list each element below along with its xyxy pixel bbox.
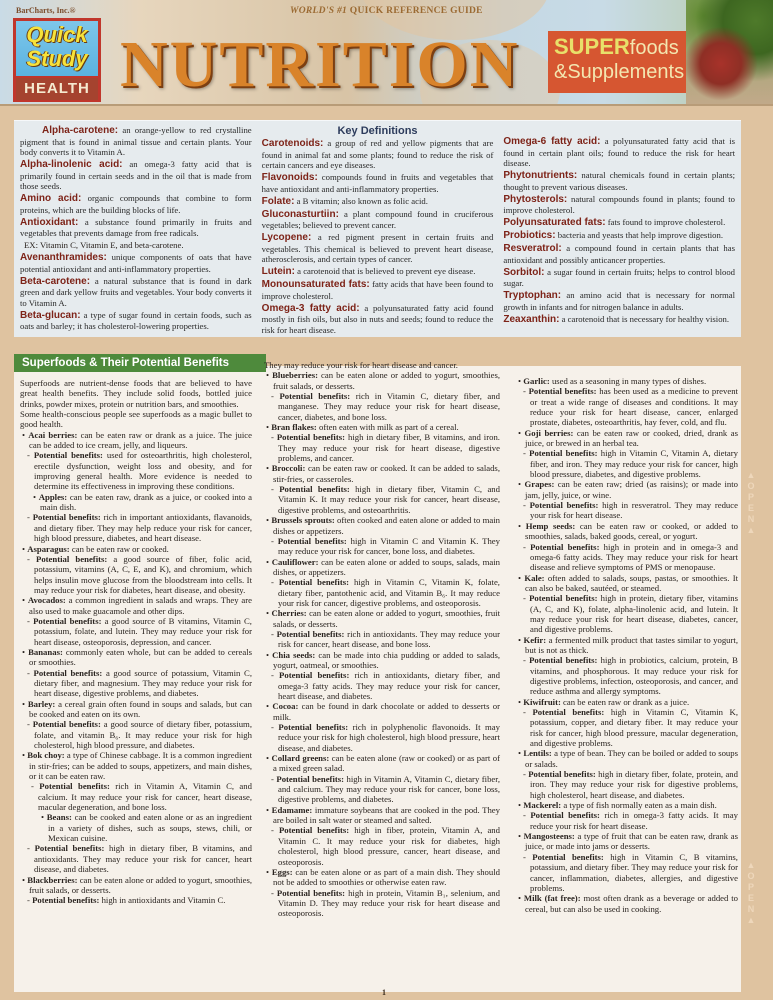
entry-text: high in Vitamin C, Vitamin K, folate, dietary fiber, pantothenic acid, and Vitamin B₆. It may reduce your risk for cancer, digestive problems, and osteoporosis. <box>278 577 500 608</box>
definition-entry <box>20 240 252 251</box>
food-item <box>264 608 500 629</box>
header-banner <box>0 0 773 106</box>
entry-text: can be eaten alone (raw or cooked) or as part of a mixed green salad. <box>273 753 500 774</box>
definition-term: Antioxidant: <box>20 216 79 228</box>
food-item <box>264 422 500 432</box>
benefit-entry <box>264 432 500 463</box>
entry-label: Milk (fat free): <box>523 893 581 904</box>
entry-text: commonly eaten whole, but can be added to cereals or smoothies. <box>29 646 252 668</box>
subtitle-box <box>548 31 688 93</box>
entry-text: high in Vitamin C and Vitamin K. They may reduce your risk for cancer, bone loss, and diabetes. <box>278 535 500 557</box>
entry-text: a cereal grain often found in soups and salads, but can be cooked and eaten on its own. <box>29 698 252 719</box>
entry-label: Potential benefits: <box>279 484 350 495</box>
benefit-entry <box>516 769 738 800</box>
entry-text: rich in important antioxidants, flavanoids, and dietary fiber. They may help reduce your risk for cancer, high blood pressure, diabetes, and heart disease. <box>34 512 252 544</box>
definition-term: Gluconasturtiin: <box>261 208 339 220</box>
benefit-entry <box>516 810 738 831</box>
definition-entry <box>503 217 735 229</box>
definition-term: Omega-3 fatty acid: <box>261 302 360 314</box>
entry-text: a type of fish normally eaten as a main dish. <box>561 800 717 811</box>
food-item <box>20 647 252 668</box>
benefit-entry <box>20 512 252 543</box>
entry-text: high in protein, Vitamin B₁, selenium, and Vitamin D. They may reduce your risk for heart disease and osteoporosis. <box>278 887 500 919</box>
entry-text: a fermented milk product that tastes similar to yogurt, but is not as thick. <box>525 634 738 655</box>
definition-text: fatty acids that have been found to improve cholesterol. <box>261 279 494 301</box>
entry-label: Brussels sprouts: <box>271 515 335 526</box>
intro-paragraph <box>20 409 252 430</box>
entry-label: Potential benefits: <box>528 386 597 397</box>
benefit-entry <box>516 542 738 573</box>
entry-text: can be eaten raw or drank as a juice. The juice can be added to ice cream, jelly, and liqueurs. <box>29 429 252 451</box>
superfoods-column-1 <box>20 378 252 906</box>
definition-text: a plant compound found in cruciferous vegetables; believed to prevent cancer. <box>261 208 494 230</box>
entry-label: Potential benefits: <box>39 781 110 792</box>
entry-text: can be eaten alone or added to soups, salads, main dishes, or appetizers. <box>273 556 500 577</box>
definition-term: Folate: <box>261 195 295 207</box>
definition-entry <box>503 267 735 289</box>
definition-term: Omega-6 fatty acid: <box>503 136 601 147</box>
benefit-entry <box>20 843 252 874</box>
food-item <box>264 867 500 888</box>
definition-term: Beta-glucan: <box>20 309 81 321</box>
definition-entry <box>503 243 735 265</box>
definition-term: Lycopene: <box>261 232 312 243</box>
entry-label: Potential benefits: <box>529 593 598 604</box>
entry-text: immature soybeans that are cooked in the pod. They are boiled in salt water or steamed and salted. <box>273 804 500 826</box>
entry-text: high in Vitamin A, Vitamin C, dietary fiber, and calcium. They may reduce your risk for cancer, bone loss, digestive problems, and diabetes. <box>278 773 500 805</box>
key-definitions-panel <box>14 120 741 337</box>
entry-label: Potential benefits: <box>529 655 598 666</box>
subtitle-supplements: Supplements <box>567 61 685 83</box>
entry-label: Potential benefits: <box>33 667 103 678</box>
entry-label: Potential benefits: <box>32 895 100 906</box>
entry-label: Potential benefits: <box>277 535 347 546</box>
benefit-entry <box>516 593 738 634</box>
open-tab-marker: ▲ O P E N ▲ <box>746 470 756 535</box>
food-item <box>264 370 500 391</box>
definition-text: a red pigment present in certain fruits and vegetables. This chemical is believed to prevent heart disease, atherosclerosis, and certain types of cancer. <box>261 232 494 264</box>
definition-entry <box>20 159 252 192</box>
definition-term: Zeaxanthin: <box>503 313 560 325</box>
entry-label: Blueberries: <box>272 370 318 381</box>
food-item <box>20 544 252 554</box>
entry-label: Potential benefits: <box>279 391 351 402</box>
entry-text: often eaten with milk as part of a cereal. <box>316 422 459 433</box>
entry-label: Potential benefits: <box>276 432 345 443</box>
entry-label: Potential benefits: <box>32 512 101 523</box>
entry-label: Potential benefits: <box>279 670 350 681</box>
food-item <box>264 463 500 484</box>
definition-term: Resveratrol: <box>503 243 562 254</box>
benefit-entry <box>516 852 738 893</box>
food-item <box>264 650 500 671</box>
definitions-column-3 <box>503 125 735 337</box>
entry-text: used as a seasoning in many types of dishes. <box>549 376 707 386</box>
definition-text: organic compounds that combine to form proteins, which are the building blocks of life. <box>20 193 252 215</box>
definition-term: Beta-carotene: <box>20 275 91 287</box>
entry-text: often added to salads, soups, pastas, or smoothies. It can also be baked, sautéed, or steamed. <box>525 572 738 593</box>
entry-text: Some health-conscious people see superfoods as a magic bullet to good health. <box>20 409 252 430</box>
logo-line-2: Study <box>26 46 88 71</box>
entry-label: Potential benefits: <box>278 722 349 733</box>
food-item <box>516 748 738 769</box>
entry-text: a good source of dietary fiber, potassium, folate, and vitamin B₆. It may reduce your risk for high cholesterol, high blood pressure, and diabetes. <box>34 719 252 751</box>
food-item <box>516 479 738 500</box>
entry-label: Avocados: <box>27 595 66 606</box>
food-item <box>264 805 500 826</box>
definition-entry <box>262 196 494 208</box>
definitions-column-1 <box>20 125 252 337</box>
subtitle-amp: & <box>554 61 568 83</box>
intro-paragraph <box>20 378 252 409</box>
entry-label: Cocoa: <box>272 701 299 712</box>
entry-text: high in Vitamin C, Vitamin K, potassium, copper, and dietary fiber. It may reduce your risk for cancer, high blood pressure, macular degeneration, and digestive problems. <box>530 707 738 749</box>
definition-term: Probiotics: <box>503 230 556 241</box>
superfoods-column-2 <box>264 360 500 919</box>
logo-line-1: Quick <box>26 22 88 47</box>
definition-entry <box>503 290 735 312</box>
benefit-entry <box>20 895 252 905</box>
quickstudy-logo <box>13 18 101 102</box>
entry-text: high in protein and in omega-3 and omega-6 fatty acids. They may reduce your risk for heart disease and relieve symptoms of PMS or menopause. <box>530 541 738 573</box>
food-item <box>516 697 738 707</box>
entry-label: Potential benefits: <box>528 769 596 780</box>
benefit-entry <box>516 448 738 479</box>
section-header: Superfoods & Their Potential Benefits <box>14 354 266 372</box>
tagline-rest: QUICK REFERENCE GUIDE <box>347 6 483 16</box>
entry-label: Potential benefits: <box>530 810 600 821</box>
definition-entry <box>503 314 735 326</box>
entry-text: often cooked and eaten alone or added to main dishes or appetizers. <box>273 515 500 536</box>
food-item <box>516 635 738 656</box>
entry-text: can be eaten raw or cooked. It can be added to salads, stir-fries, or casseroles. <box>273 463 500 484</box>
definition-text: an orange-yellow to red crystalline pigment that is found in animal tissue and certain plants. Your body converts it to Vitamin A. <box>20 125 252 157</box>
definition-entry <box>20 217 252 239</box>
benefit-entry <box>264 774 500 805</box>
definition-text: a polyunsaturated fatty acid found mostly in fish oils, but also in nuts and seeds; found to reduce the risk for heart disease. <box>261 302 494 335</box>
entry-label: Potential benefits: <box>278 577 349 588</box>
benefit-entry <box>264 577 500 608</box>
entry-label: Potential benefits: <box>32 719 101 730</box>
entry-text: a good source of potassium, Vitamin C, dietary fiber, and magnesium. They may reduce your risk for heart disease, digestive problems, and diabetes. <box>34 667 252 699</box>
entry-label: Potential benefits: <box>529 500 599 511</box>
definition-term: Flavonoids: <box>261 172 318 183</box>
entry-text: high in probiotics, calcium, protein, B vitamins, and phosphorous. It may reduce your risk for digestive problems, infection, osteoporosis, and cancer, and reduce asthma and allergy symptoms. <box>530 655 738 697</box>
food-item <box>516 800 738 810</box>
definition-entry <box>20 310 252 332</box>
benefit-entry <box>516 500 738 521</box>
benefit-entry <box>264 484 500 515</box>
entry-text: most often drank as a beverage or added to cereal, but can also be used in cooking. <box>525 893 738 914</box>
benefit-entry <box>20 781 252 812</box>
entry-text: has been used as a medicine to prevent or treat a wide range of diseases and conditions. It may reduce your risk for heart disease, cancer, enlarged prostate, diabetes, osteoarthritis, hay fever, cold, and flu. <box>530 386 738 428</box>
definition-term: Sorbitol: <box>503 266 545 278</box>
superfoods-photo <box>686 0 773 106</box>
intro-paragraph <box>264 360 500 370</box>
entry-text: high in fiber, protein, Vitamin A, and Vitamin C. It may reduce your risk for diabetes, high cholesterol, high blood pressure, cancer, heart disease, and osteoporosis. <box>278 825 500 867</box>
entry-label: Potential benefits: <box>276 628 345 639</box>
page-number: 1 <box>382 988 386 997</box>
entry-text: high in dietary fiber, B vitamins, and iron. They may reduce your risk for heart disease, digestive problems, and cancer. <box>278 432 500 464</box>
definition-text: a carotenoid that is believed to prevent eye disease. <box>295 266 476 276</box>
entry-label: Asparagus: <box>27 543 70 554</box>
definition-entry <box>503 230 735 242</box>
entry-text: rich in antioxidants. They may reduce your risk for cancer, heart disease, and bone loss. <box>278 628 501 650</box>
definition-text: an amino acid that is necessary for normal growth in infants and for nitrogen balance in adults. <box>503 290 736 312</box>
benefit-entry <box>264 825 500 866</box>
entry-text: can be eaten alone or added to yogurt, smoothies, fruit salads, or desserts. <box>29 874 252 895</box>
benefit-entry <box>264 391 500 422</box>
entry-label: Blackberries: <box>27 874 78 885</box>
entry-text: can be cooked and eaten alone or as an ingredient in a variety of dishes, such as soups, stews, chili, or Mexican cuisine. <box>48 812 252 844</box>
definition-term: Avenanthramides: <box>20 252 107 263</box>
entry-label: Potential benefits: <box>34 843 105 854</box>
definition-entry <box>262 279 494 301</box>
definition-term: Polyunsaturated fats: <box>503 217 606 228</box>
entry-label: Kiwifruit: <box>523 696 561 707</box>
entry-text: can be eaten raw or drank as a juice. <box>560 696 690 707</box>
definition-text: an omega-3 fatty acid that is primarily found in certain seeds and in the oil that is made from those seeds. <box>20 159 252 191</box>
entry-label: Grapes: <box>524 479 555 490</box>
tagline <box>290 6 483 16</box>
entry-text: They may reduce your risk for heart disease and cancer. <box>264 360 458 370</box>
definition-text: natural compounds found in plants; found to improve cholesterol. <box>503 193 736 215</box>
definition-text: a group of red and yellow pigments that are found in animal fat and some plants; found to reduce the risk of certain cancers and eye diseases. <box>261 138 494 170</box>
definition-text: a natural substance that is found in dark green and dark yellow fruits and vegetables. Your body converts it to Vitamin A. <box>20 275 252 308</box>
entry-text: a type of bean. They can be boiled or added to soups or salads. <box>525 748 738 769</box>
subtitle-super: SUPER <box>554 34 630 59</box>
food-item <box>516 428 738 449</box>
entry-text: can be eaten raw or cooked, dried, drank as juice, or brewed in an herbal tea. <box>525 427 739 449</box>
definitions-title: Key Definitions <box>337 125 418 137</box>
definition-text: a compound found in certain plants that has antioxidant and possibly anticancer properties. <box>503 243 736 265</box>
definition-entry <box>20 252 252 274</box>
entry-label: Potential benefits: <box>276 773 345 784</box>
entry-label: Potential benefits: <box>36 553 108 564</box>
definitions-column-2 <box>262 125 494 337</box>
definition-entry <box>262 232 494 265</box>
entry-text: high in Vitamin C, Vitamin A, dietary fiber, and iron. They may reduce your risk for cancer, high blood pressure, diabetes, and digestive problems. <box>530 448 738 480</box>
definition-entry <box>262 209 494 231</box>
entry-text: a common ingredient in salads and wraps. They are also used to make guacamole and other dips. <box>29 595 252 616</box>
entry-text: can be made into chia pudding or added to salads, yogurt, oatmeal, or smoothies. <box>273 649 501 670</box>
logo-category: HEALTH <box>16 78 98 100</box>
definition-entry <box>262 172 494 194</box>
entry-text: high in dietary fiber, Vitamin C, and Vitamin K. It may reduce your risk for cancer, heart disease, digestive problems, and osteoarthritis. <box>278 484 500 515</box>
definition-term: Monounsaturated fats: <box>261 279 370 290</box>
entry-label: Hemp seeds: <box>525 520 576 531</box>
entry-label: Chia seeds: <box>272 649 316 660</box>
entry-label: Potential benefits: <box>532 707 605 717</box>
benefit-entry <box>20 668 252 699</box>
food-item <box>264 515 500 536</box>
entry-label: Lentils: <box>523 748 552 759</box>
definition-term: Amino acid: <box>20 193 82 204</box>
entry-label: Potential benefits: <box>530 541 600 552</box>
entry-text: Superfoods are nutrient-dense foods that are believed to have great health benefits. They include solid foods, bottled juice drinks, powder mixes, protein or nutrition bars, and smoothies. <box>20 378 252 409</box>
entry-text: can be eaten alone or added to yogurt, smoothies, fruit salads, or desserts. <box>273 608 500 629</box>
entry-text: rich in polyphenolic flavonoids. It may reduce your risk for high cholesterol, high blood pressure, heart disease, and diabetes. <box>278 722 500 753</box>
definition-term: Alpha-linolenic acid: <box>20 159 123 170</box>
entry-text: a good source of B vitamins, Vitamin C, potassium, folate, and lutein. They may reduce your risk for heart disease, osteoporosis, depression, and cancer. <box>34 615 252 647</box>
subtitle-foods: foods <box>629 37 679 59</box>
entry-text: a good source of fiber, folic acid, potassium, vitamins (A, C, E, and K), and chromium, which helps insulin move glucose from the bloodstream into cells. It may reduce your risk for diabetes, heart disease, and obesity. <box>34 553 252 595</box>
definition-text: natural chemicals found in certain plants; thought to prevent various diseases. <box>503 170 736 192</box>
publisher-brand: BarCharts, Inc.® <box>16 6 76 15</box>
definition-entry <box>503 136 735 169</box>
entry-text: rich in antioxidants, dietary fiber, and omega-3 fatty acids. They may reduce your risk for cancer, heart disease, and diabetes. <box>278 670 500 701</box>
entry-label: Potential benefits: <box>278 825 350 836</box>
food-item <box>20 699 252 720</box>
benefit-entry <box>20 450 252 491</box>
entry-label: Collard greens: <box>271 753 330 764</box>
definition-entry <box>503 170 735 192</box>
definition-term: Lutein: <box>261 266 295 277</box>
benefit-entry <box>20 554 252 595</box>
open-tab-marker: ▲ O P E N ▲ <box>746 860 756 925</box>
entry-label: Mackerel: <box>523 800 562 811</box>
definition-text: a polyunsaturated fatty acid that is found in certain plant oils; found to reduce the risk for heart disease. <box>503 136 736 168</box>
entry-label: Kale: <box>524 572 545 583</box>
benefit-entry <box>264 670 500 701</box>
entry-label: Cherries: <box>271 608 307 619</box>
entry-text: can be eaten raw or cooked, or added to smoothies, salads, baked goods, cereal, or yogurt. <box>525 520 738 542</box>
food-item <box>264 557 500 578</box>
definition-entry <box>262 138 494 171</box>
tagline-emphasis: WORLD'S #1 <box>290 6 348 16</box>
definition-entry <box>262 266 494 278</box>
definition-entry <box>262 303 494 336</box>
entry-label: Potential benefits: <box>276 887 346 898</box>
definition-entry <box>20 276 252 309</box>
definition-text: compounds found in fruits and vegetables that have antioxidant and anti-inflammatory properties. <box>261 172 494 194</box>
food-item <box>516 573 738 594</box>
benefit-entry <box>20 719 252 750</box>
food-item <box>516 893 738 914</box>
superfoods-column-3 <box>516 376 738 914</box>
definition-term: Tryptophan: <box>503 290 562 301</box>
entry-label: Barley: <box>27 698 56 709</box>
food-item <box>264 753 500 774</box>
entry-text: used for osteoarthritis, high cholesterol, erectile dysfunction, weight loss and obesity, and for improving general health. More evidence is needed to determine its effectiveness in improving these conditions. <box>34 450 252 492</box>
definition-text: EX: Vitamin C, Vitamin E, and beta-carotene. <box>24 240 184 250</box>
entry-text: can be eaten raw, drank as a juice, or cooked into a main dish. <box>40 491 252 513</box>
definition-term: Carotenoids: <box>261 138 324 149</box>
benefit-entry <box>516 655 738 696</box>
benefit-entry <box>516 386 738 427</box>
definition-text: unique components of oats that have potential antioxidant and anti-inflammatory properties. <box>20 252 252 274</box>
definition-term: Phytonutrients: <box>503 170 578 181</box>
definition-entry <box>20 125 252 158</box>
entry-text: can be eaten raw or cooked. <box>69 543 169 554</box>
entry-text: high in Vitamin C, B vitamins, potassium, and dietary fiber. They may reduce your risk for cancer, inflammation, diabetes, allergies, and digestive problems. <box>530 851 738 893</box>
entry-label: Mangosteens: <box>523 831 575 842</box>
food-item <box>20 812 252 843</box>
entry-label: Cauliflower: <box>271 556 319 567</box>
benefit-entry <box>264 536 500 557</box>
entry-label: Bok choy: <box>27 750 65 761</box>
food-item <box>20 595 252 616</box>
definition-term: Phytosterols: <box>503 193 568 205</box>
benefit-entry <box>264 888 500 919</box>
definition-term: Alpha-carotene: <box>42 125 119 136</box>
food-item <box>20 430 252 451</box>
entry-text: high in dietary fiber, B vitamins, and antioxidants. They may reduce your risk for cancer, heart disease, and diabetes. <box>34 843 252 875</box>
definition-text: a B vitamin; also known as folic acid. <box>294 195 428 206</box>
entry-text: rich in Vitamin C, dietary fiber, and manganese. They may reduce your risk for heart disease, cancer, diabetes, and bone loss. <box>278 391 500 422</box>
entry-text: high in antioxidants and Vitamin C. <box>99 895 226 906</box>
definition-entry <box>503 194 735 216</box>
entry-label: Goji berries: <box>524 427 574 438</box>
benefit-entry <box>20 616 252 647</box>
food-item <box>20 875 252 896</box>
entry-text: a type of fruit that can be eaten raw, drank as juice, or made into jams or desserts. <box>525 831 738 852</box>
entry-label: Edamame: <box>271 804 313 815</box>
food-item <box>516 376 738 386</box>
entry-text: rich in Vitamin A, Vitamin C, and calcium. It may reduce your risk for cancer, heart disease, macular degeneration, and bone loss. <box>38 781 252 813</box>
entry-label: Kefir: <box>523 634 547 645</box>
food-item <box>20 492 252 513</box>
entry-label: Garlic: <box>523 376 550 386</box>
entry-label: Apples: <box>38 491 68 502</box>
entry-label: Beans: <box>46 812 72 823</box>
entry-text: can be eaten alone or as part of a main dish. They should not be added to smoothies or otherwise eaten raw. <box>273 866 501 888</box>
entry-text: can be eaten raw; dried (as raisins); or made into jam, jelly, juice, or wine. <box>525 479 738 500</box>
entry-label: Potential benefits: <box>529 448 598 459</box>
entry-text: high in dietary fiber, folate, protein, and iron. They may reduce your risk for digestive problems, high cholesterol, heart disease, and diabetes. <box>530 769 738 800</box>
entry-label: Bran flakes: <box>271 422 317 433</box>
definition-text: fats found to improve cholesterol. <box>605 217 726 227</box>
entry-text: high in protein, dietary fiber, vitamins (A, C, and K), folate, alpha-linolenic acid, and lutein. It may reduce your risk for heart disease, diabetes, cancer, and digestive problems. <box>530 593 738 635</box>
entry-text: can be found in dark chocolate or added to desserts or milk. <box>273 701 500 722</box>
food-item <box>516 521 738 542</box>
entry-label: Potential benefits: <box>33 615 102 626</box>
benefit-entry <box>264 722 500 753</box>
definition-text: bacteria and yeasts that help improve digestion. <box>555 230 724 240</box>
entry-text: a type of Chinese cabbage. It is a common ingredient in stir-fries; can be added to soups, appetizers, and main dishes, or it can be eaten raw. <box>29 750 252 782</box>
entry-label: Eggs: <box>271 866 293 877</box>
entry-label: Potential benefits: <box>532 851 604 862</box>
food-item <box>516 831 738 852</box>
entry-text: can be eaten alone or added to yogurt, smoothies, fruit salads, or desserts. <box>273 370 501 391</box>
superfoods-section <box>14 354 741 992</box>
page-title: NUTRITION <box>120 28 520 101</box>
food-item <box>264 701 500 722</box>
benefit-entry <box>264 629 500 650</box>
entry-label: Bananas: <box>28 646 63 657</box>
entry-text: rich in omega-3 fatty acids. It may reduce your risk for heart disease. <box>530 810 738 831</box>
entry-text: high in resveratrol. They may reduce your risk for heart disease. <box>530 500 738 521</box>
food-item <box>20 750 252 781</box>
entry-label: Broccoli: <box>271 463 306 474</box>
definition-text: a type of sugar found in certain foods, such as oats and barley; it has cholesterol-lowering properties. <box>20 309 252 331</box>
definition-text: a substance found primarily in fruits and vegetables that prevents damage from free radicals. <box>20 216 252 238</box>
definition-text: a sugar found in certain fruits; helps to control blood sugar. <box>503 266 736 288</box>
definition-text: a carotenoid that is necessary for healthy vision. <box>559 313 730 324</box>
definition-entry <box>20 193 252 215</box>
benefit-entry <box>516 707 738 748</box>
entry-label: Acai berries: <box>28 429 78 440</box>
entry-label: Potential benefits: <box>33 450 103 461</box>
